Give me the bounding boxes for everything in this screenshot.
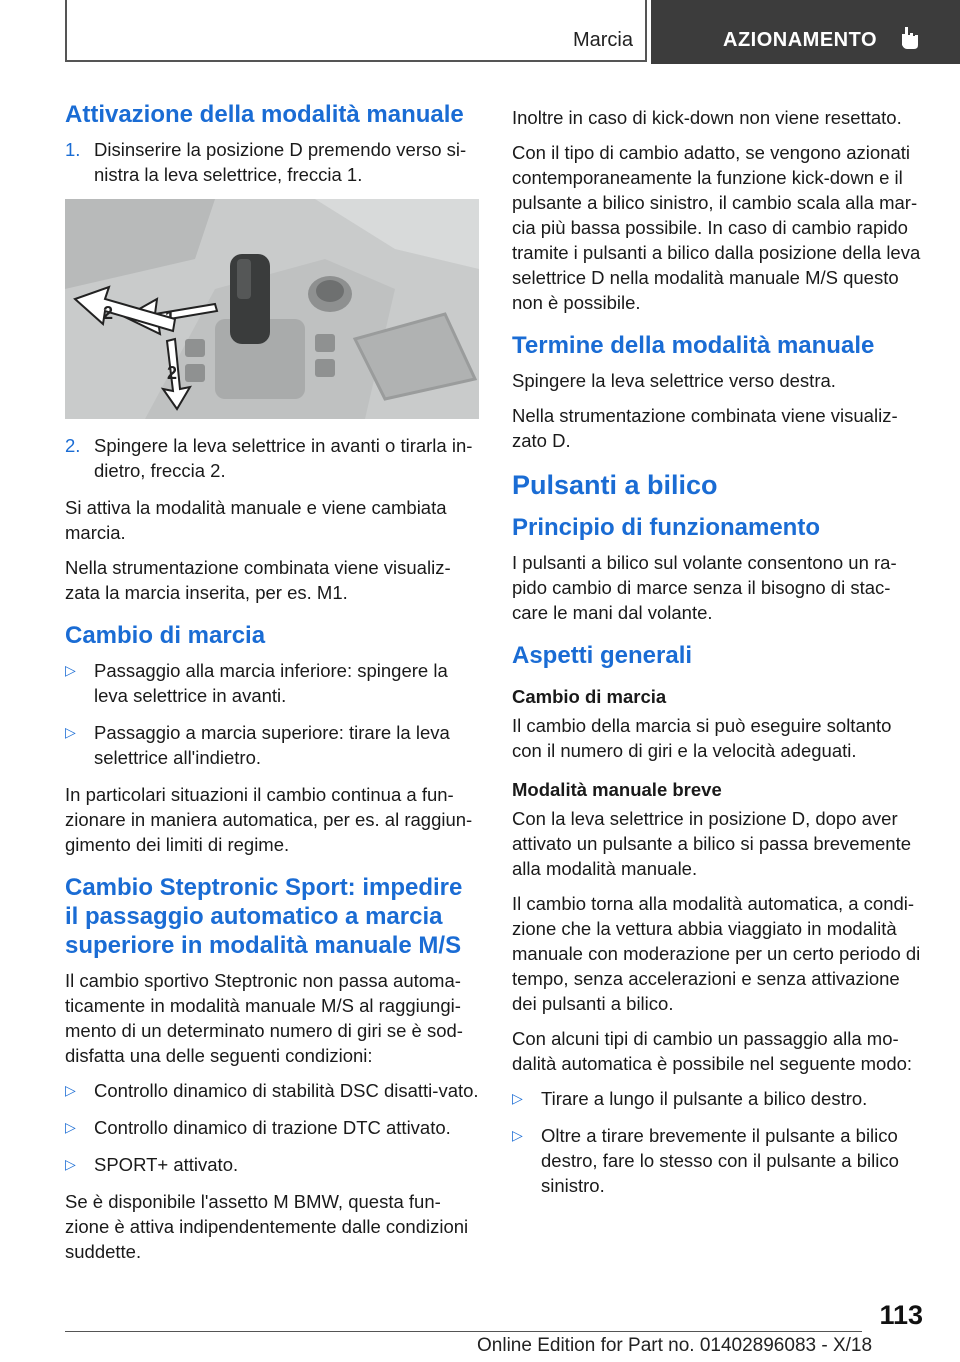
list-item-text: Controllo dinamico di stabilità DSC disatti-vato. bbox=[94, 1080, 479, 1101]
paragraph: Con la leva selettrice in posizione D, dopo aver attivato un pulsante a bilico si passa brevemente alla modalità manuale. bbox=[512, 808, 912, 879]
list-item bbox=[65, 658, 479, 708]
bullet-icon: ▷ bbox=[512, 1127, 523, 1143]
step-number: 1. bbox=[65, 139, 81, 160]
paragraph: I pulsanti a bilico sul volante consentono un ra-pido cambio di marce senza il bisogno di stac-care le mani dal volante. bbox=[512, 552, 897, 623]
step-1 bbox=[65, 137, 479, 187]
paragraph: Nella strumentazione combinata viene visualiz-zato D. bbox=[512, 405, 898, 451]
list-item bbox=[65, 720, 479, 770]
left-column bbox=[65, 100, 479, 1274]
bullet-icon: ▷ bbox=[65, 1156, 76, 1172]
list-item-text: Passaggio alla marcia inferiore: spingere la leva selettrice in avanti. bbox=[94, 660, 448, 706]
bullet-icon: ▷ bbox=[65, 724, 76, 740]
footer-divider bbox=[65, 1331, 862, 1332]
subheading-short-manual: Modalità manuale breve bbox=[512, 779, 722, 800]
header-chapter-tab bbox=[651, 0, 960, 64]
bullet-icon: ▷ bbox=[65, 1082, 76, 1098]
footer-edition: Online Edition for Part no. 01402896083 - X/18 bbox=[477, 1335, 873, 1356]
header-chapter-label: AZIONAMENTO bbox=[723, 29, 878, 51]
step-text: Disinserire la posizione D premendo verso si-nistra la leva selettrice, freccia 1. bbox=[94, 139, 467, 185]
list-item bbox=[65, 1152, 479, 1177]
heading-general-aspects: Aspetti generali bbox=[512, 642, 693, 669]
bullet-icon: ▷ bbox=[512, 1090, 523, 1106]
heading-paddle-shifters: Pulsanti a bilico bbox=[512, 470, 718, 500]
paragraph: Inoltre in caso di kick-down non viene resettato. bbox=[512, 107, 902, 128]
paragraph: In particolari situazioni il cambio continua a fun-zionare in maniera automatica, per es. al raggiun-gimento dei limiti di regime. bbox=[65, 784, 473, 855]
paragraph: Spingere la leva selettrice verso destra. bbox=[512, 370, 836, 391]
paragraph: Il cambio della marcia si può eseguire soltanto con il numero di giri e la velocità adeguati. bbox=[512, 715, 892, 761]
step-number: 2. bbox=[65, 435, 81, 456]
list-item-text: Oltre a tirare brevemente il pulsante a bilico destro, fare lo stesso con il pulsante a bilico sinistro. bbox=[541, 1125, 899, 1196]
gear-selector-illustration bbox=[65, 199, 479, 419]
heading-operating-principle: Principio di funzionamento bbox=[512, 514, 820, 541]
page-number: 113 bbox=[879, 1300, 923, 1330]
heading-gear-change: Cambio di marcia bbox=[65, 622, 266, 649]
list-item-text: Tirare a lungo il pulsante a bilico destro. bbox=[541, 1088, 868, 1109]
right-column bbox=[512, 105, 926, 1210]
paragraph: Nella strumentazione combinata viene visualiz-zata la marcia inserita, per es. M1. bbox=[65, 557, 451, 603]
list-item-text: SPORT+ attivato. bbox=[94, 1154, 239, 1175]
bullet-icon: ▷ bbox=[65, 1119, 76, 1135]
hand-pointer-icon bbox=[896, 24, 924, 52]
paragraph: Si attiva la modalità manuale e viene cambiata marcia. bbox=[65, 497, 447, 543]
heading-end-manual: Termine della modalità manuale bbox=[512, 332, 875, 359]
subheading-gear-change: Cambio di marcia bbox=[512, 686, 667, 707]
arrow-2-label-b: 2 bbox=[167, 363, 178, 383]
arrow-2-label-a: 2 bbox=[103, 303, 114, 323]
paragraph: Con alcuni tipi di cambio un passaggio alla mo-dalità automatica è possibile nel seguente modo: bbox=[512, 1028, 913, 1074]
step-2 bbox=[65, 433, 479, 483]
heading-steptronic-sport: Cambio Steptronic Sport: impedire il passaggio automatico a marcia superiore in modalità manuale M/S bbox=[65, 874, 463, 959]
header-section-label: Marcia bbox=[572, 29, 633, 51]
paragraph: Il cambio sportivo Steptronic non passa automa-ticamente in modalità manuale M/S al raggiungi-mento di un determinato numero di giri se è sod-disfatta una delle seguenti condizioni: bbox=[65, 970, 463, 1066]
list-item-text: Passaggio a marcia superiore: tirare la leva selettrice all'indietro. bbox=[94, 722, 450, 768]
list-item bbox=[65, 1115, 479, 1140]
list-item bbox=[512, 1123, 926, 1198]
paragraph: Il cambio torna alla modalità automatica, a condi-zione che la vettura abbia viaggiato in modalità manuale con moderazione per un certo periodo di tempo, senza accelerazioni e senza attivazione dei pulsanti a bilico. bbox=[512, 893, 921, 1014]
header-section-tab bbox=[65, 0, 647, 62]
heading-manual-mode: Attivazione della modalità manuale bbox=[65, 101, 464, 128]
list-item bbox=[65, 1078, 479, 1103]
list-item-text: Controllo dinamico di trazione DTC attivato. bbox=[94, 1117, 451, 1138]
paragraph: Se è disponibile l'assetto M BMW, questa fun-zione è attiva indipendentemente dalle condizioni suddette. bbox=[65, 1191, 469, 1262]
bullet-icon: ▷ bbox=[65, 662, 76, 678]
list-item bbox=[512, 1086, 926, 1111]
step-text: Spingere la leva selettrice in avanti o tirarla in-dietro, freccia 2. bbox=[94, 435, 473, 481]
gear-selector-figure bbox=[65, 199, 479, 419]
paragraph: Con il tipo di cambio adatto, se vengono azionati contemporaneamente la funzione kick-down e il pulsante a bilico sinistro, il cambio scala alla mar-cia più bassa possibile. In caso di cambio rapido tramite i pulsanti a bilico dalla posizione della leva selettrice D nella modalità manuale M/S questo non è possibile. bbox=[512, 142, 921, 313]
